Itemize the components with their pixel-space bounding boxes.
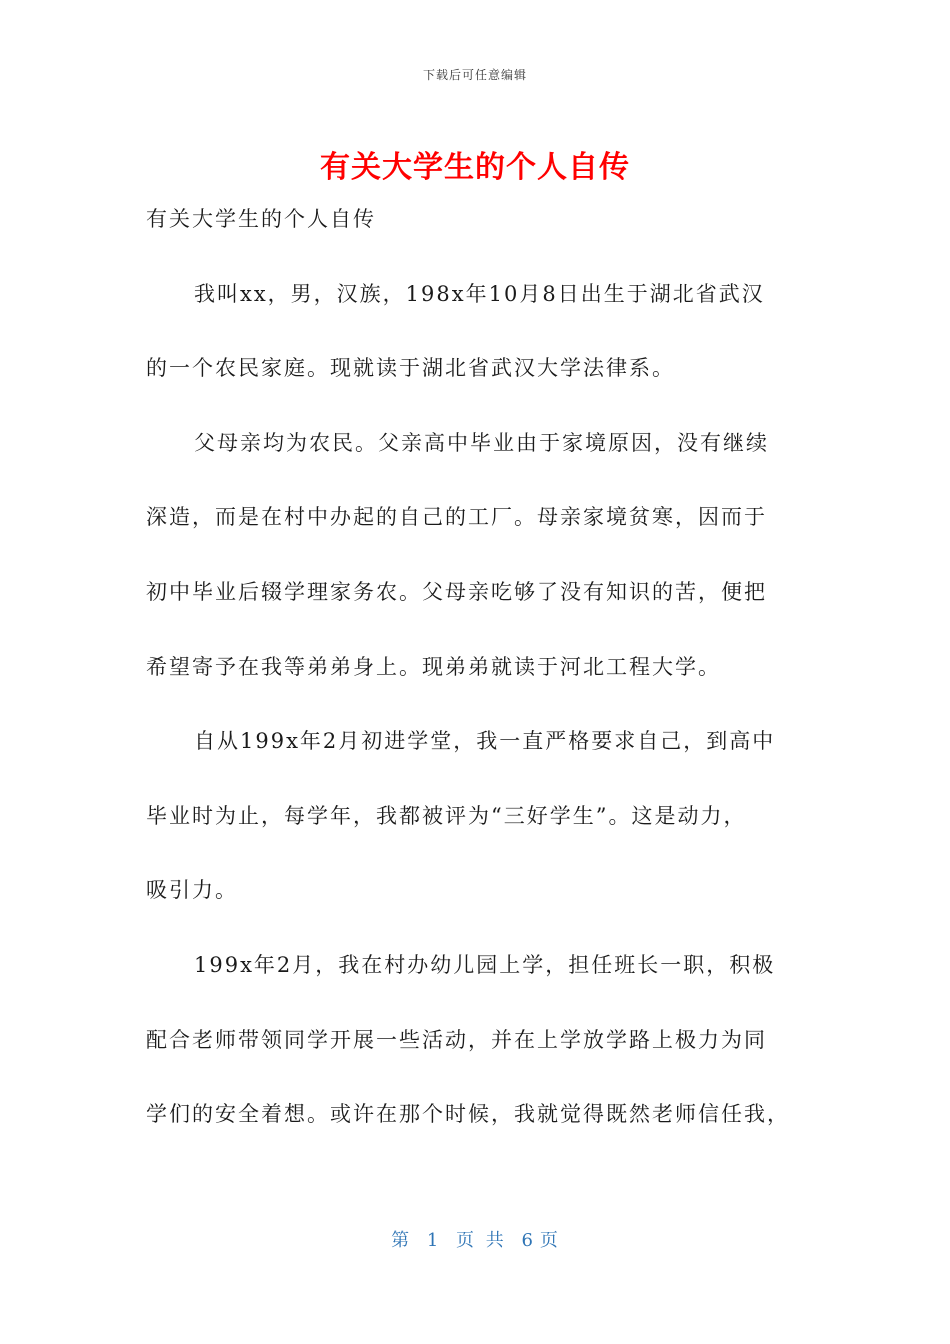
body-line: 自从199x年2月初进学堂，我一直严格要求自己，到高中	[194, 729, 776, 754]
body-line: 学们的安全着想。或许在那个时候，我就觉得既然老师信任我，	[146, 1102, 790, 1127]
footer-prefix: 第	[391, 1230, 411, 1251]
body-line: 初中毕业后辍学理家务农。父母亲吃够了没有知识的苦，便把	[146, 579, 767, 604]
body-line: 父母亲均为农民。父亲高中毕业由于家境原因，没有继续	[194, 430, 769, 455]
total-pages-number: 6	[521, 1230, 534, 1251]
body-line: 深造，而是在村中办起的自己的工厂。母亲家境贫寒，因而于	[146, 505, 767, 530]
header-note: 下载后可任意编辑	[422, 68, 527, 82]
current-page-number: 1	[426, 1230, 440, 1251]
body-line: 毕业时为止，每学年，我都被评为“三好学生”。这是动力，	[146, 803, 747, 828]
body-line: 吸引力。	[146, 878, 238, 903]
body-line: 希望寄予在我等弟弟身上。现弟弟就读于河北工程大学。	[146, 654, 721, 679]
document-body	[146, 196, 806, 1166]
document-title: 有关大学生的个人自传	[320, 150, 630, 185]
body-line: 我叫xx，男，汉族，198x年10月8日出生于湖北省武汉	[194, 281, 765, 306]
footer-suffix: 页	[539, 1230, 559, 1251]
body-line: 199x年2月，我在村办幼儿园上学，担任班长一职，积极	[194, 952, 776, 977]
body-line: 配合老师带领同学开展一些活动，并在上学放学路上极力为同	[146, 1027, 767, 1052]
page-footer	[0, 1226, 950, 1252]
body-line: 的一个农民家庭。现就读于湖北省武汉大学法律系。	[146, 356, 675, 381]
footer-middle: 页 共	[456, 1230, 505, 1251]
body-line: 有关大学生的个人自传	[146, 207, 376, 231]
